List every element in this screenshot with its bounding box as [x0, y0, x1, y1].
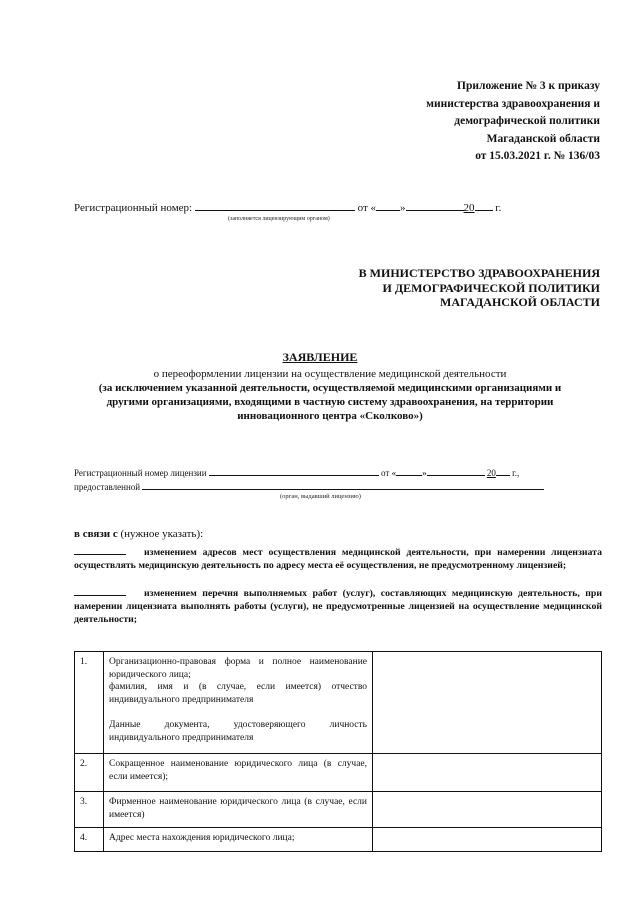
reason-1-text: изменением адресов мест осуществления медицинской деятельности, при намерении лицензиата осуществлять медицинскую деятельность по адресу места её осуществления, не предусмотренному лицензией; [74, 547, 602, 572]
license-suffix: г., [512, 468, 520, 478]
row-description: Фирменное наименование юридического лица (в случае, если имеется) [104, 792, 373, 828]
row-description: Адрес места нахождения юридического лица; [104, 828, 373, 852]
table-row [75, 828, 602, 852]
row-value-cell[interactable] [373, 828, 602, 852]
applicant-info-table [74, 651, 602, 852]
row-line: фамилия, имя и (в случае, если имеется) отчество индивидуального предпринимателя [109, 682, 367, 705]
row-value-cell[interactable] [373, 754, 602, 792]
subtitle-line: инновационного центра «Сколково») [237, 410, 423, 422]
recipient-line: В МИНИСТЕРСТВО ЗДРАВООХРАНЕНИЯ [358, 266, 600, 280]
reason-2-text: изменением перечня выполняемых работ (услуг), составляющих медицинскую деятельность, при намерении лицензиата выполнять работы (услуги), не предусмотренные лицензией на осуществление медицинской деятельности; [74, 588, 602, 626]
license-year-prefix: 20 [486, 468, 496, 478]
row-line: Организационно-правовая форма и полное наименование юридического лица; [109, 657, 367, 680]
license-from: от « [381, 468, 397, 478]
license-mid: » [422, 468, 427, 478]
appendix-line: министерства здравоохранения и [426, 97, 600, 110]
appendix-block [340, 78, 600, 166]
row-number: 1. [75, 652, 104, 754]
row-number: 3. [75, 792, 104, 828]
registration-number-field[interactable] [195, 199, 355, 211]
row-value-cell[interactable] [373, 792, 602, 828]
table-row [75, 652, 602, 754]
license-provided-label: предоставленной [74, 482, 141, 492]
application-subtitle [60, 367, 600, 423]
reason-1-checkbox-field[interactable] [74, 545, 126, 555]
row-value-cell[interactable] [373, 652, 602, 754]
appendix-line: Магаданской области [486, 132, 600, 145]
license-issuer-field[interactable] [142, 480, 544, 490]
table-row [75, 754, 602, 792]
registration-month-field[interactable] [406, 199, 464, 211]
row-number: 4. [75, 828, 104, 852]
reasons-heading [74, 528, 203, 540]
registration-from: от « [357, 202, 377, 214]
registration-label: Регистрационный номер: [74, 202, 193, 214]
license-day-field[interactable] [396, 466, 422, 476]
registration-suffix: г. [495, 202, 502, 214]
license-number-field[interactable] [209, 466, 379, 476]
reasons-heading-bold: в связи с [74, 528, 118, 540]
recipient-line: МАГАДАНСКОЙ ОБЛАСТИ [440, 295, 600, 309]
license-month-field[interactable] [427, 466, 485, 476]
recipient-line: И ДЕМОГРАФИЧЕСКОЙ ПОЛИТИКИ [382, 280, 600, 295]
reasons-heading-rest: (нужное указать): [120, 528, 204, 540]
subtitle-line: другими организациями, входящими в частную систему здравоохранения, на территории [106, 396, 554, 408]
reason-item-1 [74, 545, 602, 572]
license-label: Регистрационный номер лицензии [74, 468, 207, 478]
appendix-line: Приложение № 3 к приказу [457, 80, 600, 92]
appendix-line: демографической политики [454, 115, 600, 127]
registration-mid: » [400, 202, 406, 214]
registration-year-prefix: 20 [463, 202, 475, 214]
license-year-field[interactable] [496, 466, 510, 476]
row-description [104, 652, 373, 754]
reason-item-2 [74, 586, 602, 627]
registration-line [74, 199, 594, 215]
registration-day-field[interactable] [376, 199, 400, 211]
registration-year-field[interactable] [475, 199, 493, 211]
appendix-line: от 15.03.2021 г. № 136/03 [475, 150, 600, 162]
recipient-block [280, 266, 600, 310]
subtitle-line: о переоформлении лицензии на осуществление медицинской деятельности [153, 368, 507, 380]
row-number: 2. [75, 754, 104, 792]
row-description: Сокращенное наименование юридического лица (в случае, если имеется); [104, 754, 373, 792]
license-provided-line [74, 480, 584, 493]
registration-note: (заполняется лицензирующим органом) [228, 216, 330, 222]
subtitle-line: (за исключением указанной деятельности, осуществляемой медицинскими организациями и [98, 382, 562, 394]
license-note: (орган, выдавший лицензию) [280, 493, 361, 500]
reason-2-checkbox-field[interactable] [74, 586, 126, 596]
license-line [74, 466, 584, 479]
table-row [75, 792, 602, 828]
row-line: Данные документа, удостоверяющего личность индивидуального предпринимателя [109, 720, 367, 743]
application-title: ЗАЯВЛЕНИЕ [282, 350, 358, 364]
